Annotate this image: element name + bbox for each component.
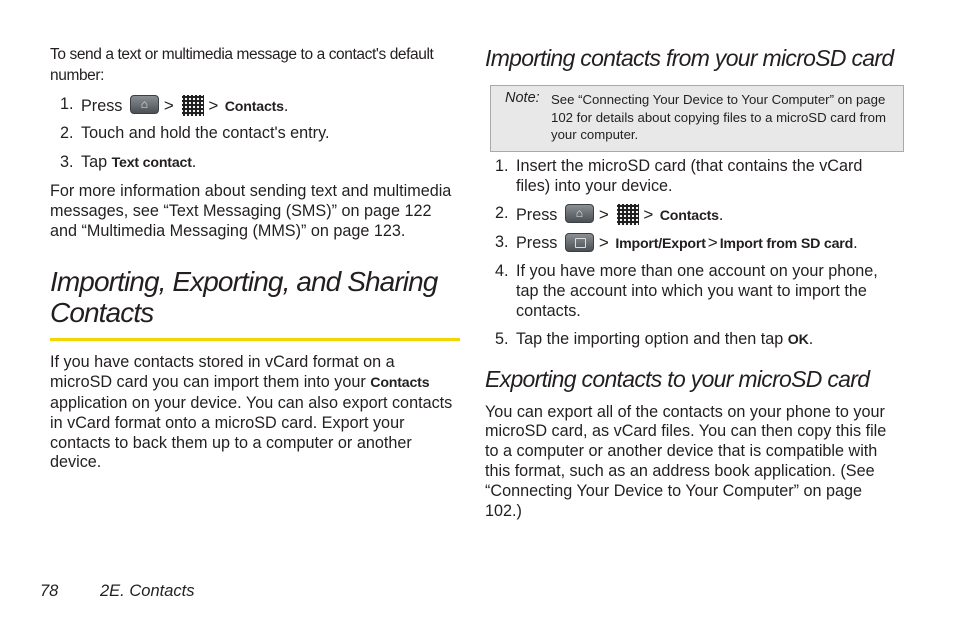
contacts-label: Contacts	[224, 99, 284, 115]
separator: >	[598, 233, 609, 253]
applications-grid-icon	[182, 95, 204, 116]
step-3	[485, 233, 895, 262]
separator: >	[163, 96, 174, 115]
note-box	[490, 85, 904, 152]
step-end: .	[283, 97, 289, 115]
send-message-steps	[50, 95, 460, 182]
export-title: Exporting contacts to your microSD card	[485, 365, 870, 392]
step-number: 1.	[495, 156, 509, 175]
home-key-icon	[565, 204, 594, 223]
separator: >	[208, 96, 219, 115]
step-end: .	[853, 234, 858, 253]
step-text: If you have more than one account on your phone, tap the account into which you want to import the contacts.	[516, 262, 878, 320]
import-steps	[485, 157, 895, 351]
import-from-sd-label: Import from SD card	[719, 236, 854, 253]
step-number: 2.	[495, 204, 509, 223]
footer-section: 2E. Contacts	[100, 582, 195, 600]
section-body	[50, 353, 460, 473]
applications-grid-icon	[617, 204, 639, 225]
step-text: Press	[516, 206, 558, 225]
step-text: Press	[81, 97, 123, 115]
step-text: Tap the importing option and then tap	[516, 329, 784, 348]
export-body: You can export all of the contacts on your phone to your microSD card, as vCard files. You can then copy this file to a computer or another device that is compatible with this format, such as an address book application. (See “Connecting Your Device to Your Computer” on page 102.)	[485, 402, 887, 520]
page-number: 78	[40, 582, 59, 600]
step-number: 5.	[495, 329, 509, 348]
more-info-text: For more information about sending text and multimedia messages, see “Text Messaging (SMS)” on page 122 and “Multimedia Messaging (MMS)” on page 123.	[50, 182, 452, 240]
step-5	[485, 330, 895, 351]
import-export-label: Import/Export	[615, 236, 706, 253]
step-2	[50, 124, 460, 153]
contacts-label: Contacts	[659, 208, 719, 225]
step-3	[50, 153, 460, 182]
title-rule	[50, 338, 460, 341]
step-number: 4.	[495, 262, 509, 281]
step-end: .	[808, 329, 814, 348]
body-text-start: If you have contacts stored in vCard format on a microSD card you can import them into your	[50, 353, 395, 392]
right-column	[485, 44, 895, 521]
separator: >	[707, 233, 718, 253]
step-text: Touch and hold the contact's entry.	[81, 124, 330, 142]
step-1	[485, 157, 895, 197]
step-number: 3.	[60, 153, 74, 171]
step-1	[50, 95, 460, 124]
step-number: 1.	[60, 95, 74, 113]
contacts-app-label: Contacts	[370, 375, 430, 392]
separator: >	[598, 205, 609, 225]
text-contact-label: Text contact	[111, 155, 192, 171]
section-title: Importing, Exporting, and Sharing Contacts	[50, 266, 438, 329]
note-label: Note:	[505, 90, 540, 106]
step-text: Insert the microSD card (that contains the vCard files) into your device.	[516, 156, 863, 195]
home-key-icon	[130, 95, 159, 114]
left-column	[50, 44, 460, 473]
step-text: Press	[516, 234, 558, 253]
step-number: 3.	[495, 233, 509, 252]
step-end: .	[718, 206, 724, 225]
import-title: Importing contacts from your microSD card	[485, 45, 894, 71]
step-text: Tap	[81, 153, 108, 171]
step-end: .	[191, 153, 197, 171]
intro-text: To send a text or multimedia message to a contact's default number:	[50, 46, 434, 84]
body-text-end: application on your device. You can also export contacts in vCard format onto a microSD card. Export your contacts to back them up to a computer or another device.	[50, 393, 453, 472]
step-number: 2.	[60, 124, 74, 142]
step-2	[485, 204, 895, 233]
separator: >	[643, 205, 654, 225]
ok-label: OK	[787, 331, 809, 348]
menu-key-icon	[565, 233, 594, 252]
note-text: See “Connecting Your Device to Your Computer” on page 102 for details about copying files to a microSD card from your computer.	[551, 92, 886, 143]
step-4	[485, 262, 895, 321]
